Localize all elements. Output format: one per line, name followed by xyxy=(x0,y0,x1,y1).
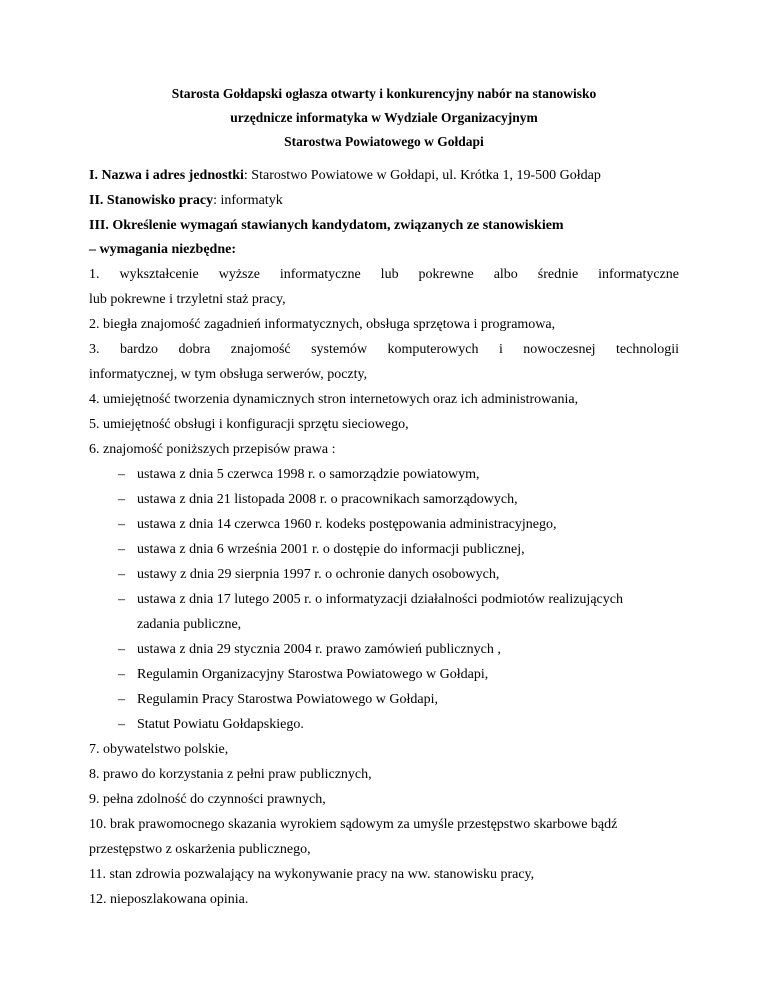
requirement-6: 6. znajomość poniższych przepisów prawa : xyxy=(89,442,336,457)
bullet-dash: – xyxy=(118,517,125,532)
section-1 xyxy=(89,168,679,184)
bullet-dash: – xyxy=(118,692,125,707)
requirement-3b: informatycznej, w tym obsługa serwerów, poczty, xyxy=(89,367,368,382)
law-item: ustawa z dnia 17 lutego 2005 r. o informatyzacji działalności podmiotów realizujących xyxy=(137,592,623,607)
law-item: ustawa z dnia 29 stycznia 2004 r. prawo zamówień publicznych , xyxy=(137,642,501,657)
bullet-dash: – xyxy=(118,667,125,682)
section-2-label: II. Stanowisko pracy xyxy=(89,193,214,208)
law-item: ustawa z dnia 14 czerwca 1960 r. kodeks postępowania administracyjnego, xyxy=(137,517,557,532)
bullet-dash: – xyxy=(118,542,125,557)
title-line-1: Starosta Gołdapski ogłasza otwarty i konkurencyjny nabór na stanowisko xyxy=(171,86,597,101)
requirement-9: 9. pełna zdolność do czynności prawnych, xyxy=(89,792,326,807)
requirement-11: 11. stan zdrowia pozwalający na wykonywanie pracy na ww. stanowisku pracy, xyxy=(89,867,535,882)
law-item: Statut Powiatu Gołdapskiego. xyxy=(137,717,304,732)
bullet-dash: – xyxy=(118,492,125,507)
section-3-subheading: – wymagania niezbędne: xyxy=(89,242,236,257)
bullet-dash: – xyxy=(118,592,125,607)
law-item: ustawa z dnia 5 czerwca 1998 r. o samorządzie powiatowym, xyxy=(137,467,480,482)
law-item: Regulamin Pracy Starostwa Powiatowego w Gołdapi, xyxy=(137,692,438,707)
bullet-dash: – xyxy=(118,642,125,657)
bullet-dash: – xyxy=(118,567,125,582)
requirement-1b: lub pokrewne i trzyletni staż pracy, xyxy=(89,292,286,307)
requirement-5: 5. umiejętność obsługi i konfiguracji sprzętu sieciowego, xyxy=(89,417,409,432)
section-2 xyxy=(89,193,679,209)
requirement-2: 2. biegła znajomość zagadnień informatycznych, obsługa sprzętowa i programowa, xyxy=(89,317,556,332)
requirement-8: 8. prawo do korzystania z pełni praw publicznych, xyxy=(89,767,372,782)
law-item: Regulamin Organizacyjny Starostwa Powiatowego w Gołdapi, xyxy=(137,667,489,682)
section-2-value: : informatyk xyxy=(213,193,283,208)
requirement-10a: 10. brak prawomocnego skazania wyrokiem sądowym za umyśle przestępstwo skarbowe bądź xyxy=(89,817,618,832)
section-1-label: I. Nazwa i adres jednostki xyxy=(89,168,244,183)
section-3-heading: III. Określenie wymagań stawianych kandydatom, związanych ze stanowiskiem xyxy=(89,218,564,233)
requirement-7: 7. obywatelstwo polskie, xyxy=(89,742,229,757)
law-item: ustawa z dnia 6 września 2001 r. o dostępie do informacji publicznej, xyxy=(137,542,525,557)
law-item-continuation: zadania publiczne, xyxy=(137,617,242,632)
section-1-value: : Starostwo Powiatowe w Gołdapi, ul. Krótka 1, 19-500 Gołdap xyxy=(243,168,601,183)
bullet-dash: – xyxy=(118,717,125,732)
law-item: ustawa z dnia 21 listopada 2008 r. o pracownikach samorządowych, xyxy=(137,492,518,507)
bullet-dash: – xyxy=(118,467,125,482)
title-line-2: urzędnicze informatyka w Wydziale Organizacyjnym xyxy=(230,110,538,125)
requirement-1a: 1. wykształcenie wyższe informatyczne lub pokrewne albo średnie informatyczne xyxy=(89,267,679,282)
requirement-10b: przestępstwo z oskarżenia publicznego, xyxy=(89,842,311,857)
law-item: ustawy z dnia 29 sierpnia 1997 r. o ochronie danych osobowych, xyxy=(137,567,500,582)
title-line-3: Starostwa Powiatowego w Gołdapi xyxy=(284,134,484,149)
requirement-3a: 3. bardzo dobra znajomość systemów komputerowych i nowoczesnej technologii xyxy=(89,342,679,357)
requirement-12: 12. nieposzlakowana opinia. xyxy=(89,892,249,907)
requirement-4: 4. umiejętność tworzenia dynamicznych stron internetowych oraz ich administrowania, xyxy=(89,392,579,407)
